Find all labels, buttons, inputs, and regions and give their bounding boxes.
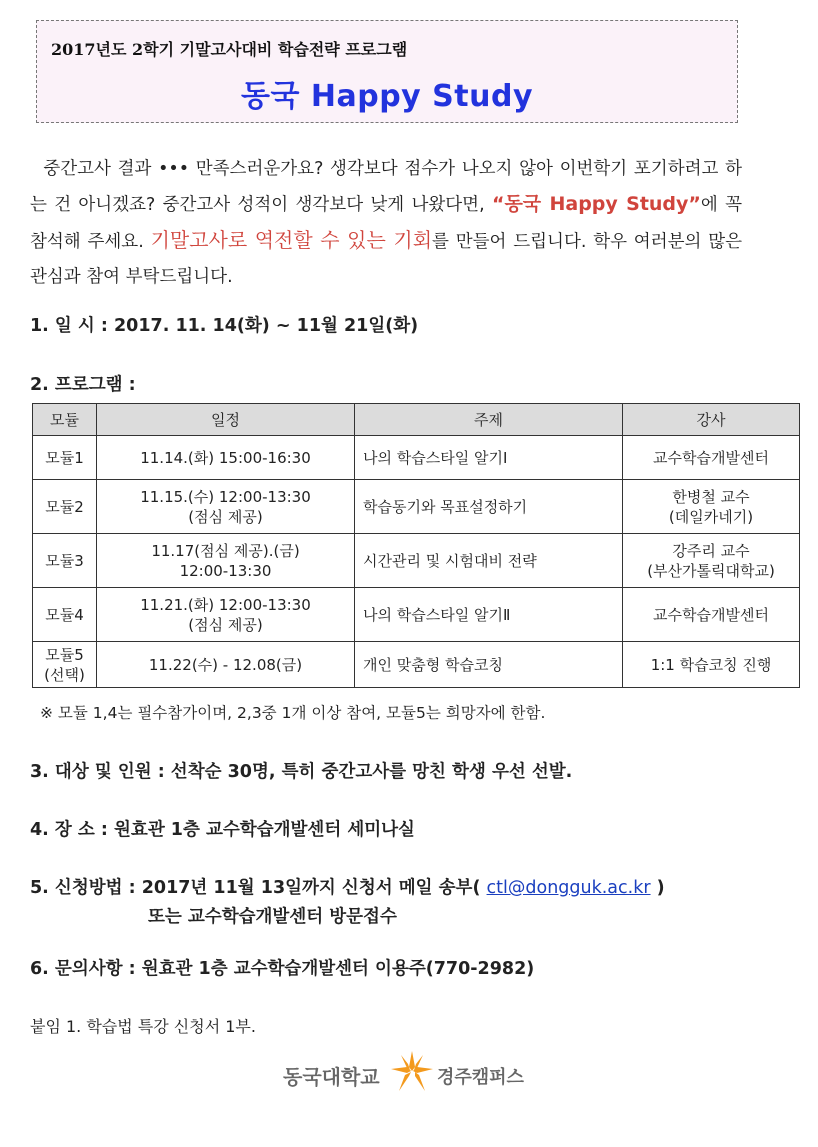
cell-instructor: 한병철 교수 (데일카네기) (623, 480, 800, 534)
intro-text-1: 중간고사 결과 ••• 만족스러운가요? 생각보다 점수가 나오지 않아 이번학기 포기하려고 하는 건 아니겠죠? 중간고사 성적이 생각보다 낮게 나왔다면, (30, 159, 742, 215)
header-module: 모듈 (33, 404, 97, 436)
cell-module: 모듈5 (선택) (33, 642, 97, 688)
cell-instructor: 강주리 교수 (부산가톨릭대학교) (623, 534, 800, 588)
cell-topic: 학습동기와 목표설정하기 (355, 480, 623, 534)
logo-text-campus: 경주캠퍼스 (437, 1067, 524, 1088)
lotus-star-icon (389, 1049, 435, 1095)
document-subtitle: 2017년도 2학기 기말고사대비 학습전략 프로그램 (51, 40, 408, 59)
intro-highlight-chance: 기말고사로 역전할 수 있는 기회 (150, 228, 433, 252)
cell-module: 모듈3 (33, 534, 97, 588)
cell-date: 11.14.(화) 15:00-16:30 (97, 436, 355, 480)
section-program: 2. 프로그램 : (30, 375, 136, 395)
program-table (32, 403, 800, 688)
apply-text-end: ) (650, 878, 665, 898)
cell-topic: 나의 학습스타일 알기Ⅰ (355, 436, 623, 480)
intro-text-3: 를 만들어 드립니다. 학우 여러분의 많은 관심과 참여 부탁드립니다. (30, 232, 743, 287)
intro-paragraph (30, 152, 742, 295)
cell-instructor: 교수학습개발센터 (623, 588, 800, 642)
title-box (36, 20, 738, 123)
table-row (33, 642, 800, 688)
table-row (33, 534, 800, 588)
cell-topic: 나의 학습스타일 알기Ⅱ (355, 588, 623, 642)
cell-module: 모듈2 (33, 480, 97, 534)
cell-instructor: 1:1 학습코칭 진행 (623, 642, 800, 688)
section-place: 4. 장 소 : 원효관 1층 교수학습개발센터 세미나실 (30, 820, 415, 840)
header-date: 일정 (97, 404, 355, 436)
table-row (33, 588, 800, 642)
intro-text-2: 에 꼭 참석해 주세요. (30, 195, 743, 252)
cell-date: 11.17(점심 제공).(금) 12:00-13:30 (97, 534, 355, 588)
cell-date: 11.22(수) - 12.08(금) (97, 642, 355, 688)
section-contact: 6. 문의사항 : 원효관 1층 교수학습개발센터 이용주(770-2982) (30, 959, 535, 979)
cell-instructor: 교수학습개발센터 (623, 436, 800, 480)
intro-highlight-program: “동국 Happy Study” (491, 193, 701, 215)
logo-text-university: 동국대학교 (283, 1065, 380, 1089)
table-header-row (33, 404, 800, 436)
apply-email-link[interactable]: ctl@dongguk.ac.kr (486, 878, 651, 898)
section-schedule: 1. 일 시 : 2017. 11. 14(화) ~ 11월 21일(화) (30, 316, 419, 336)
apply-text: 5. 신청방법 : 2017년 11월 13일까지 신청서 메일 송부( (30, 878, 487, 898)
table-row (33, 480, 800, 534)
cell-module: 모듈4 (33, 588, 97, 642)
document-title: 동국 Happy Study (240, 79, 534, 114)
section-apply-line2: 또는 교수학습개발센터 방문접수 (148, 907, 397, 927)
header-topic: 주제 (355, 404, 623, 436)
table-note: ※ 모듈 1,4는 필수참가이며, 2,3중 1개 이상 참여, 모듈5는 희망자에 한함. (40, 704, 546, 722)
cell-topic: 개인 맞춤형 학습코칭 (355, 642, 623, 688)
section-apply (30, 874, 665, 899)
cell-date: 11.21.(화) 12:00-13:30 (점심 제공) (97, 588, 355, 642)
header-instructor: 강사 (623, 404, 800, 436)
cell-topic: 시간관리 및 시험대비 전략 (355, 534, 623, 588)
attachment-note: 붙임 1. 학습법 특강 신청서 1부. (30, 1017, 256, 1036)
section-target: 3. 대상 및 인원 : 선착순 30명, 특히 중간고사를 망친 학생 우선 선발. (30, 762, 573, 782)
cell-module: 모듈1 (33, 436, 97, 480)
cell-date: 11.15.(수) 12:00-13:30 (점심 제공) (97, 480, 355, 534)
table-row (33, 436, 800, 480)
